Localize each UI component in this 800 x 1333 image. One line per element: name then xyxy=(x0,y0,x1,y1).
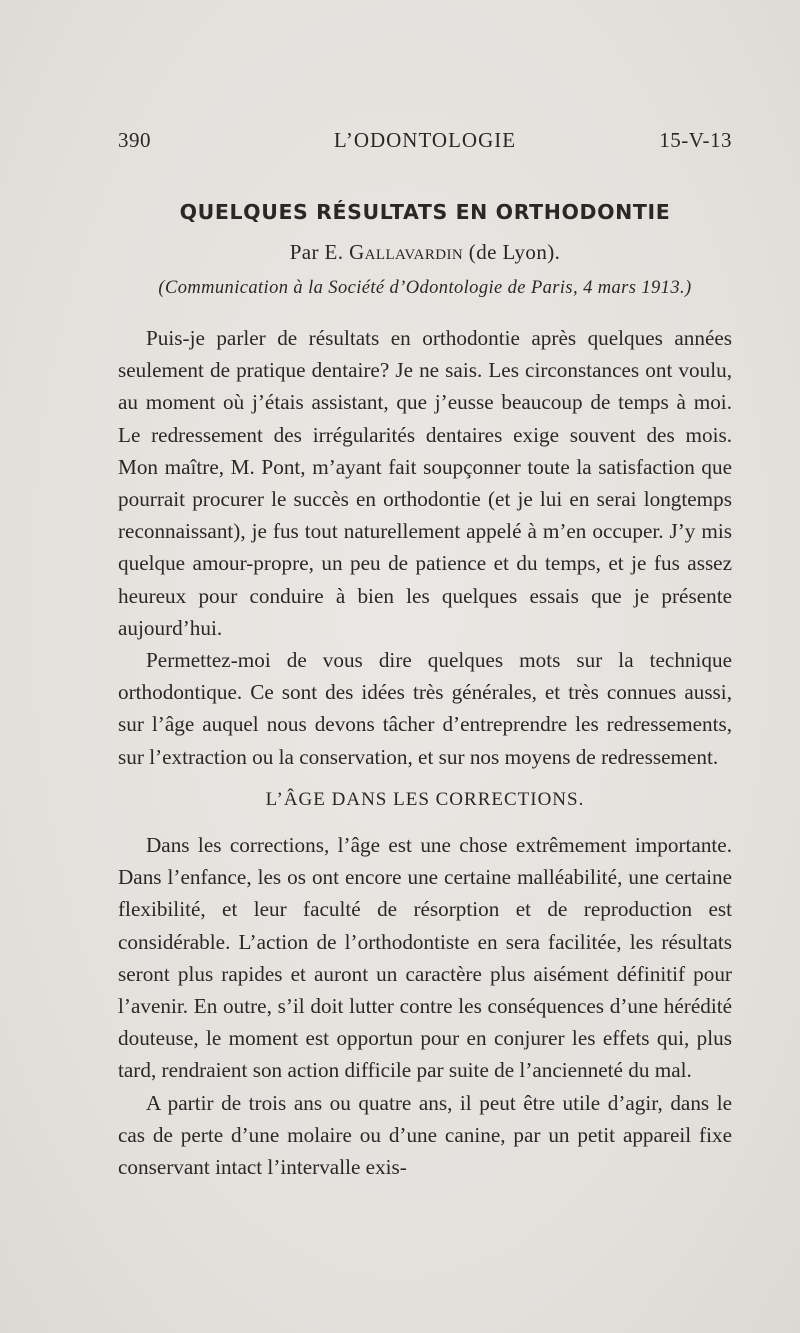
intro-text-block xyxy=(118,322,732,773)
communication-note: (Communication à la Société d’Odontologie de Paris, 4 mars 1913.) xyxy=(158,278,692,298)
paragraph: Puis-je parler de résultats en orthodontie après quelques années seulement de pratique dentaire? Je ne sais. Les circonstances ont voulu, au moment où j’étais assistant, que j’eusse beaucoup de temps à moi. Le redressement des irrégularités dentaires exige souvent des mois. Mon maître, M. Pont, m’ayant fait soupçonner toute la satisfaction que pourrait procurer le succès en orthodontie (et je lui en serai longtemps reconnaissant), je fus tout naturellement appelé à m’en occuper. J’y mis quelque amour-propre, un peu de patience et du temps, et je fus assez heureux pour conduire à bien les quelques essais que je présente aujourd’hui. xyxy=(118,326,732,640)
author-location: (de Lyon). xyxy=(468,240,561,264)
running-header xyxy=(118,128,732,158)
byline-prefix: Par E. xyxy=(289,240,344,264)
page-number: 390 xyxy=(118,128,151,152)
section-text-block xyxy=(118,829,732,1183)
article-title: QUELQUES RÉSULTATS EN ORTHODONTIE xyxy=(179,200,671,224)
section-heading: L’ÂGE DANS LES CORRECTIONS. xyxy=(265,789,585,810)
journal-title: L’ODONTOLOGIE xyxy=(333,128,517,152)
byline xyxy=(118,240,732,265)
paragraph: Permettez-moi de vous dire quelques mots sur la technique orthodontique. Ce sont des idées très générales, et très connues aussi, sur l’âge auquel nous devons tâcher d’entreprendre les redressements, sur l’extraction ou la conservation, et sur nos moyens de redressement. xyxy=(118,648,732,769)
author-name: Gallavardin xyxy=(349,240,464,264)
paragraph: A partir de trois ans ou quatre ans, il peut être utile d’agir, dans le cas de perte d’une molaire ou d’une canine, par un petit appareil fixe conservant intact l’intervalle exis- xyxy=(118,1090,732,1180)
paragraph: Dans les corrections, l’âge est une chose extrêmement importante. Dans l’enfance, les os ont encore une certaine malléabilité, une certaine flexibilité, et leur faculté de résorption et de reproduction est considérable. L’action de l’orthodontiste en sera facilitée, les résultats seront plus rapides et auront un caractère plus aisément définitif pour l’avenir. En outre, s’il doit lutter contre les conséquences d’une hérédité douteuse, le moment est opportun pour en conjurer les effets qui, plus tard, rendraient son action difficile par suite de l’ancienneté du mal. xyxy=(118,833,732,1083)
issue-date: 15-V-13 xyxy=(659,128,732,152)
